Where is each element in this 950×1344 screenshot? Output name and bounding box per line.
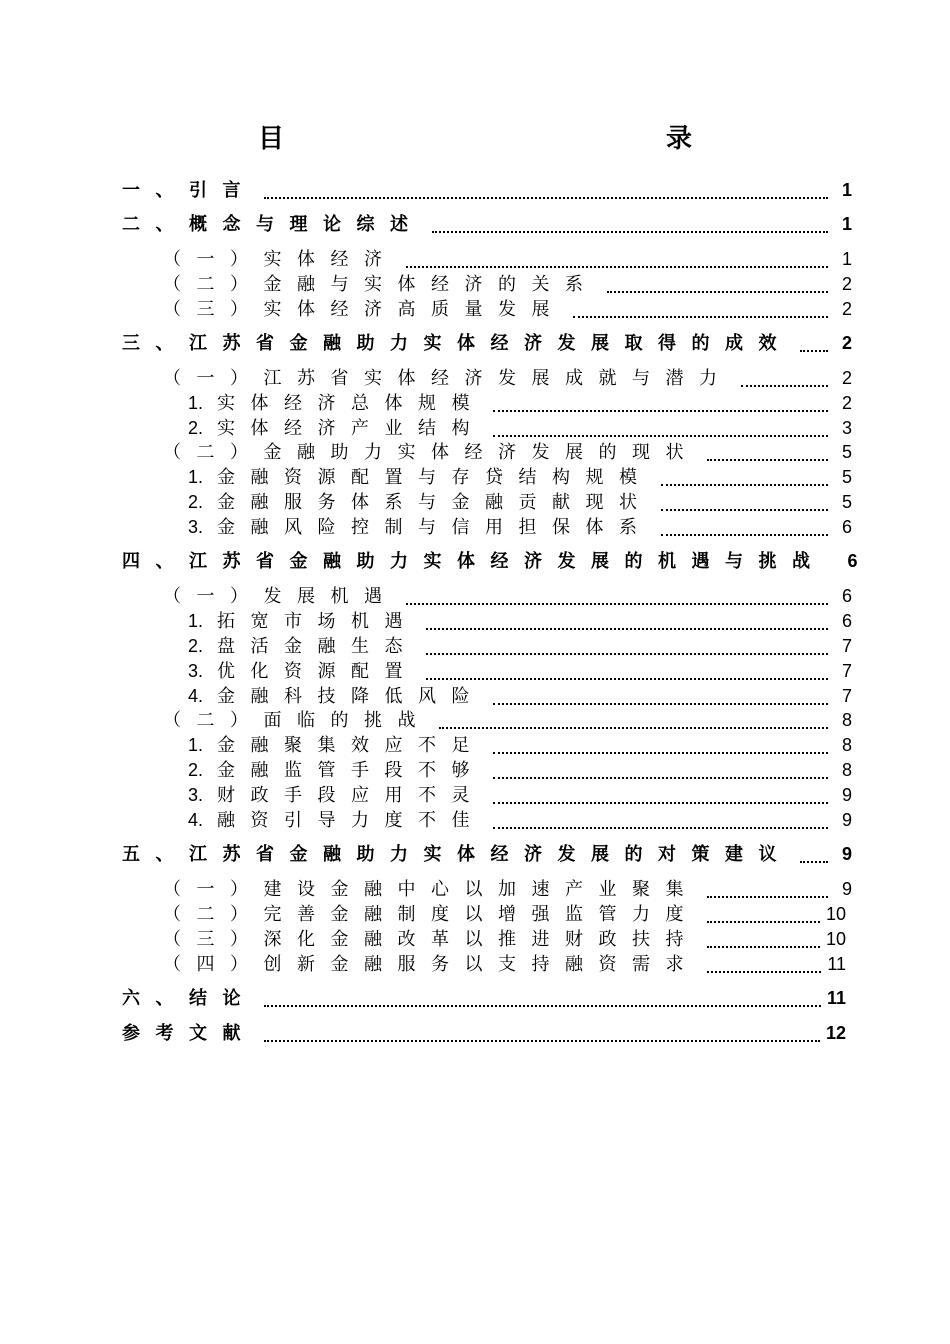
toc-entry[interactable]: [163, 875, 852, 899]
toc-page-number: 6: [847, 551, 858, 571]
toc-entry-label: [163, 438, 699, 464]
toc-entry-text: 盘活金融生态: [217, 636, 419, 657]
toc-entry[interactable]: [188, 806, 852, 830]
toc-entry-text: 财政手段应用不灵: [217, 785, 486, 806]
toc-entry-number: 2.: [188, 636, 204, 656]
toc-entry[interactable]: [163, 438, 852, 462]
toc-page-number: 6: [841, 517, 852, 537]
toc-entry[interactable]: [188, 463, 852, 487]
dot-leader: [264, 1028, 820, 1042]
toc-entry-number: 2.: [188, 418, 204, 438]
toc-entry-label: [122, 840, 792, 866]
toc-entry[interactable]: [188, 781, 852, 805]
toc-page-number: 11: [826, 988, 846, 1008]
dot-leader: [573, 304, 828, 318]
toc-entry-text: 金融聚集效应不足: [217, 735, 486, 756]
toc-entry[interactable]: [188, 657, 852, 681]
toc-entry-text: 金融科技降低风险: [217, 686, 486, 707]
toc-page-number: 2: [841, 368, 852, 388]
toc-entry-number: 1.: [188, 735, 204, 755]
toc-entry[interactable]: [163, 582, 852, 606]
toc-entry-number: 4.: [188, 810, 204, 830]
toc-entry-label: [122, 984, 256, 1010]
dot-leader: [493, 398, 828, 412]
toc-entry[interactable]: [163, 364, 852, 388]
dot-leader: [741, 373, 829, 387]
toc-page-number: 10: [825, 929, 846, 949]
toc-entry[interactable]: [163, 706, 852, 730]
toc-entry-text: （一）建设金融中心以加速产业聚集: [163, 879, 699, 900]
toc-entry-number: 2.: [188, 492, 204, 512]
toc-entry-label: [188, 806, 485, 832]
toc-entry[interactable]: [122, 840, 852, 864]
toc-entry[interactable]: [188, 756, 852, 780]
toc-page-number: 1: [841, 180, 852, 200]
toc-entry[interactable]: [163, 950, 846, 974]
dot-leader: [707, 934, 820, 948]
toc-entry-number: 3.: [188, 661, 204, 681]
toc-entry[interactable]: [188, 632, 852, 656]
toc-entry-text: （二）完善金融制度以增强监管力度: [163, 904, 699, 925]
toc-entry-label: [163, 875, 699, 901]
toc-entry[interactable]: [163, 245, 852, 269]
toc-entry-label: [163, 582, 398, 608]
toc-page-number: 7: [841, 686, 852, 706]
dot-leader: [707, 884, 828, 898]
toc-page-number: 12: [825, 1023, 846, 1043]
toc-entry[interactable]: [122, 984, 846, 1008]
toc-entry-label: [188, 781, 485, 807]
toc-title: 目 录: [257, 124, 802, 154]
toc-entry-label: [188, 414, 485, 440]
toc-entry-label: [188, 463, 653, 489]
toc-entry-label: [188, 607, 418, 633]
dot-leader: [707, 447, 828, 461]
toc-page-number: 9: [841, 844, 852, 864]
dot-leader: [800, 338, 828, 352]
toc-entry-text: 一、引言: [122, 180, 256, 201]
toc-entry-label: [188, 513, 653, 539]
toc-page-number: 9: [841, 879, 852, 899]
toc-entry[interactable]: [122, 329, 852, 353]
dot-leader: [707, 959, 821, 973]
toc-page-number: 6: [841, 611, 852, 631]
toc-entry-text: 六、结论: [122, 988, 256, 1009]
dot-leader: [406, 591, 829, 605]
toc-entry[interactable]: [122, 547, 858, 572]
toc-entry-label: [163, 364, 733, 390]
toc-entry[interactable]: [188, 731, 852, 755]
toc-entry-text: 金融监管手段不够: [217, 760, 486, 781]
dot-leader: [493, 815, 828, 829]
toc-page-number: 10: [825, 904, 846, 924]
toc-page-number: 8: [841, 710, 852, 730]
toc-entry[interactable]: [163, 295, 852, 319]
toc-page-number: 7: [841, 661, 852, 681]
toc-entry[interactable]: [188, 488, 852, 512]
dot-leader: [426, 616, 828, 630]
toc-entry-label: [188, 632, 418, 658]
toc-entry-label: [163, 900, 699, 926]
toc-entry-text: （三）深化金融改革以推进财政扶持: [163, 929, 699, 950]
dot-leader: [439, 715, 828, 729]
dot-leader: [661, 472, 828, 486]
toc-entry-text: （二）面临的挑战: [163, 710, 431, 731]
toc-entry-text: 参考文献: [122, 1023, 256, 1044]
toc-entry-label: [188, 657, 418, 683]
toc-page-number: 11: [827, 954, 846, 974]
dot-leader: [661, 522, 828, 536]
toc-entry-number: 4.: [188, 686, 204, 706]
toc-entry[interactable]: [188, 682, 852, 706]
toc-entry-label: [163, 295, 565, 321]
dot-leader: [493, 691, 828, 705]
toc-page-number: 2: [841, 274, 852, 294]
toc-page-number: 8: [841, 760, 852, 780]
toc-page-number: 9: [841, 810, 852, 830]
toc-entry-number: 3.: [188, 785, 204, 805]
toc-page-number: 9: [841, 785, 852, 805]
toc-page-number: 1: [841, 214, 852, 234]
toc-entry-label: [122, 329, 792, 355]
dot-leader: [426, 641, 828, 655]
toc-entry-text: 五、江苏省金融助力实体经济发展的对策建议: [122, 844, 792, 865]
toc-entry-text: 实体经济总体规模: [217, 393, 486, 414]
toc-entry-label: [163, 925, 699, 951]
toc-entry-text: （三）实体经济高质量发展: [163, 299, 565, 320]
toc-entry-text: 金融资源配置与存贷结构规模: [217, 467, 653, 488]
toc-entry-label: [163, 706, 431, 732]
toc-entry-text: 四、江苏省金融助力实体经济发展的机遇与挑战: [122, 551, 826, 572]
toc-page-number: 2: [841, 393, 852, 413]
toc-entry-text: （一）实体经济: [163, 249, 398, 270]
dot-leader: [264, 185, 828, 199]
toc-entry-text: （二）金融与实体经济的关系: [163, 274, 599, 295]
toc-entry-text: 优化资源配置: [217, 661, 419, 682]
toc-entry[interactable]: [188, 607, 852, 631]
dot-leader: [493, 765, 828, 779]
dot-leader: [426, 666, 828, 680]
toc-entry[interactable]: [163, 270, 852, 294]
toc-entry-text: 三、江苏省金融助力实体经济发展取得的成效: [122, 333, 792, 354]
toc-entry-label: [188, 731, 485, 757]
toc-entry-label: [188, 389, 485, 415]
toc-page-number: 7: [841, 636, 852, 656]
toc-entry-text: 二、概念与理论综述: [122, 214, 424, 235]
toc-entry-number: 3.: [188, 517, 204, 537]
toc-entry-label: [163, 245, 398, 271]
toc-entry-text: （二）金融助力实体经济发展的现状: [163, 442, 699, 463]
toc-entry-text: （一）发展机遇: [163, 586, 398, 607]
toc-entry[interactable]: [122, 210, 852, 234]
toc-entry-label: [188, 488, 653, 514]
toc-entry[interactable]: [188, 513, 852, 537]
toc-entry[interactable]: [188, 389, 852, 413]
toc-entry-text: 拓宽市场机遇: [217, 611, 419, 632]
toc-page-number: 1: [841, 249, 852, 269]
dot-leader: [493, 423, 828, 437]
toc-entry-text: 金融服务体系与金融贡献现状: [217, 492, 653, 513]
toc-entry-text: （四）创新金融服务以支持融资需求: [163, 954, 699, 975]
toc-page-number: 8: [841, 735, 852, 755]
dot-leader: [264, 993, 821, 1007]
toc-page-number: 5: [841, 467, 852, 487]
toc-entry-text: 融资引导力度不佳: [217, 810, 486, 831]
toc-page-number: 2: [841, 299, 852, 319]
toc-entry[interactable]: [163, 925, 846, 949]
toc-page-number: 6: [841, 586, 852, 606]
toc-entry-text: 金融风险控制与信用担保体系: [217, 517, 653, 538]
dot-leader: [800, 849, 828, 863]
toc-entry-text: 实体经济产业结构: [217, 418, 486, 439]
toc-entry-label: [163, 270, 599, 296]
toc-page-number: 3: [841, 418, 852, 438]
toc-entry-number: 1.: [188, 611, 204, 631]
dot-leader: [661, 497, 828, 511]
toc-entry[interactable]: [163, 900, 846, 924]
toc-entry-label: [188, 756, 485, 782]
toc-entry[interactable]: [122, 1019, 846, 1043]
toc-entry-label: [122, 547, 826, 573]
toc-entry-number: 2.: [188, 760, 204, 780]
toc-entry-label: [122, 176, 256, 202]
toc-entry-number: 1.: [188, 393, 204, 413]
toc-page-number: 5: [841, 442, 852, 462]
toc-entry-label: [188, 682, 485, 708]
dot-leader: [406, 254, 829, 268]
toc-entry-label: [122, 1019, 256, 1045]
toc-page-number: 2: [841, 333, 852, 353]
toc-entry[interactable]: [122, 176, 852, 200]
dot-leader: [493, 740, 828, 754]
dot-leader: [432, 219, 829, 233]
dot-leader: [493, 790, 828, 804]
dot-leader: [707, 909, 820, 923]
toc-entry-label: [163, 950, 699, 976]
toc-page-number: 5: [841, 492, 852, 512]
toc-entry[interactable]: [188, 414, 852, 438]
dot-leader: [607, 279, 829, 293]
toc-entry-number: 1.: [188, 467, 204, 487]
toc-entry-label: [122, 210, 424, 236]
toc-entry-text: （一）江苏省实体经济发展成就与潜力: [163, 368, 733, 389]
